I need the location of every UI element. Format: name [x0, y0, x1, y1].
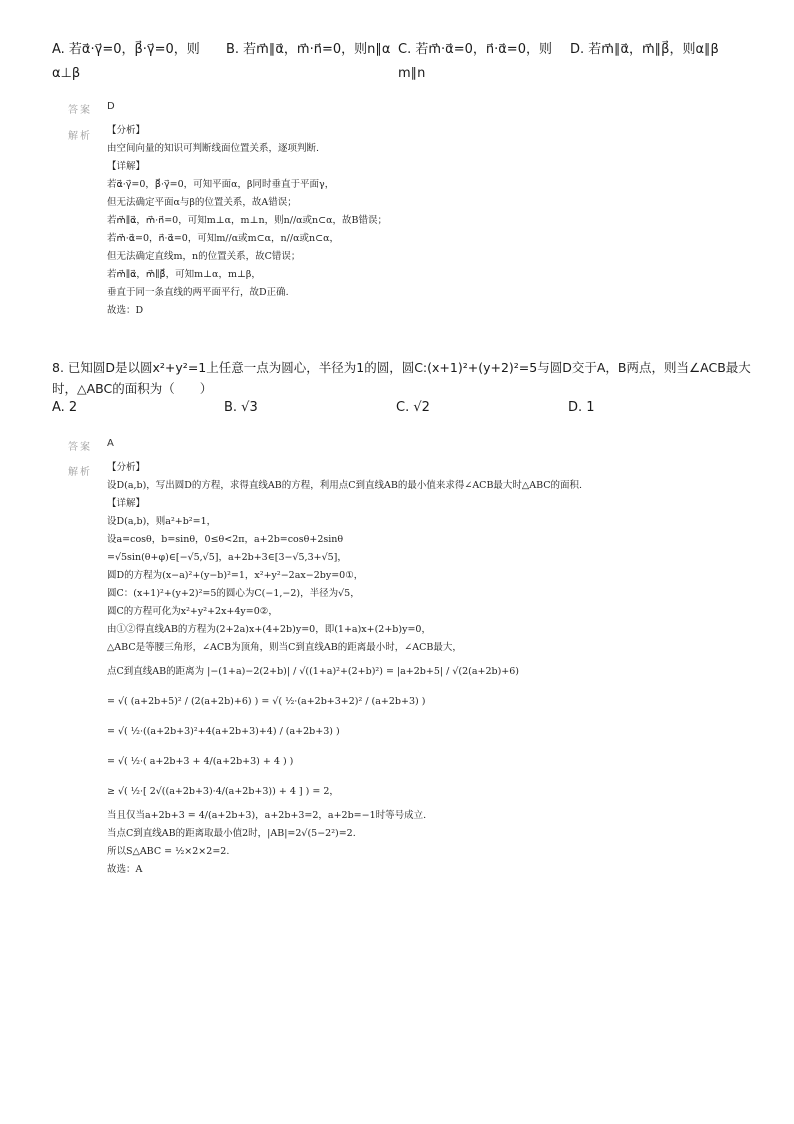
q7-analysis-label: 解析 [68, 131, 92, 142]
q7-option-d: D. 若m⃗∥α⃗，m⃗∥β⃗，则α∥β [570, 42, 719, 57]
q8-answer-label: 答案 [68, 442, 92, 453]
q7-analysis-line: 垂直于同一条直线的两平面平行，故D正确. [107, 287, 289, 298]
q8-options [52, 396, 774, 420]
q8-option-d: D. 1 [568, 400, 595, 415]
q8-analysis-line: 故选：A [107, 864, 143, 875]
q8-option-c: C. √2 [396, 400, 430, 415]
q7-option-a: A. 若α⃗·γ⃗=0，β⃗·γ⃗=0，则α⊥β [52, 42, 200, 81]
q8-analysis-line: 【详解】 [107, 498, 146, 509]
q8-analysis-line: 圆C的方程可化为x²+y²+2x+4y=0②， [107, 606, 278, 617]
q8-option-a: A. 2 [52, 400, 78, 415]
q8-analysis-line: 【分析】 [107, 462, 146, 473]
q7-analysis-line: 若m⃗∥α⃗，m⃗∥β⃗，可知m⊥α，m⊥β， [107, 269, 261, 280]
q8-analysis-line: 所以S△ABC = ½×2×2=2. [107, 846, 230, 857]
q7-analysis-line: 【分析】 [107, 125, 146, 136]
q8-analysis-line: 设D(a,b)，写出圆D的方程，求得直线AB的方程，利用点C到直线AB的最小值来求得∠ACB最大时△ABC的面积. [107, 480, 583, 491]
q8-analysis-line: 设D(a,b)，则a²+b²=1， [107, 516, 217, 527]
q8-analysis-label: 解析 [68, 467, 92, 478]
q8-analysis-line: =√5sin(θ+φ)∈[−√5,√5]，a+2b+3∈[3−√5,3+√5]， [107, 552, 347, 563]
q7-answer: D [107, 101, 115, 112]
q7-option-b: B. 若m⃗∥α⃗，m⃗·n⃗=0，则n∥α [226, 42, 391, 57]
q7-analysis-line: 若m⃗·α⃗=0，n⃗·α⃗=0，可知m//α或m⊂α，n//α或n⊂α， [107, 233, 339, 244]
q7-analysis-line: 但无法确定直线m，n的位置关系，故C错误； [107, 251, 301, 262]
q7-analysis-line: 若α⃗·γ⃗=0，β⃗·γ⃗=0，可知平面α，β同时垂直于平面γ， [107, 179, 335, 190]
q8-analysis-line: 点C到直线AB的距离为 |−(1+a)−2(2+b)| / √((1+a)²+(2+b)²) = |a+2b+5| / √(2(a+2b)+6) [107, 666, 520, 677]
q7-options [52, 38, 774, 86]
q8-analysis-line: 圆D的方程为(x−a)²+(y−b)²=1，x²+y²−2ax−2by=0①， [107, 570, 364, 581]
q8-analysis-line: 由①②得直线AB的方程为(2+2a)x+(4+2b)y=0，即(1+a)x+(2+b)y=0， [107, 624, 431, 635]
q7-analysis-line: 【详解】 [107, 161, 146, 172]
q8-analysis-line: △ABC是等腰三角形，∠ACB为顶角，则当C到直线AB的距离最小时，∠ACB最大， [107, 642, 462, 653]
q7-answer-label: 答案 [68, 105, 92, 116]
q8-analysis-line: 圆C：(x+1)²+(y+2)²=5的圆心为C(−1,−2)，半径为√5， [107, 588, 360, 599]
q7-analysis-line: 若m⃗∥α⃗，m⃗·n⃗=0，可知m⊥α，m⊥n，则n//α或n⊂α，故B错误； [107, 215, 388, 226]
q7-analysis [107, 122, 770, 320]
q8-stem: 8. 已知圆D是以圆x²+y²=1上任意一点为圆心，半径为1的圆，圆C:(x+1)²+(y+2)²=5与圆D交于A，B两点，则当∠ACB最大时，△ABC的面积为（ ） [52, 360, 751, 396]
q8-option-b: B. √3 [224, 400, 258, 415]
q8-analysis-line: = √( ½·( a+2b+3 + 4/(a+2b+3) + 4 ) ) [107, 756, 294, 767]
q8-analysis-line: = √( (a+2b+5)² / (2(a+2b)+6) ) = √( ½·(a+2b+3+2)² / (a+2b+3) ) [107, 696, 426, 707]
q8-analysis-line: 当且仅当a+2b+3 = 4/(a+2b+3)，a+2b+3=2，a+2b=−1时等号成立. [107, 810, 427, 821]
q7-analysis-line: 由空间向量的知识可判断线面位置关系，逐项判断. [107, 143, 320, 154]
q8-analysis [107, 459, 770, 879]
q7-analysis-line: 故选：D [107, 305, 144, 316]
q8-analysis-line: = √( ½·((a+2b+3)²+4(a+2b+3)+4) / (a+2b+3) ) [107, 726, 340, 737]
q8-analysis-line: 设a=cosθ，b=sinθ，0≤θ<2π，a+2b=cosθ+2sinθ [107, 534, 344, 545]
q7-analysis-line: 但无法确定平面α与β的位置关系，故A错误； [107, 197, 297, 208]
q8-answer: A [107, 438, 114, 449]
q7-option-c: C. 若m⃗·α⃗=0，n⃗·α⃗=0，则m∥n [398, 42, 552, 81]
q8-analysis-line: ≥ √( ½·[ 2√((a+2b+3)·4/(a+2b+3)) + 4 ] ) = 2， [107, 786, 339, 797]
q8-analysis-line: 当点C到直线AB的距离取最小值2时，|AB|=2√(5−2²)=2. [107, 828, 356, 839]
